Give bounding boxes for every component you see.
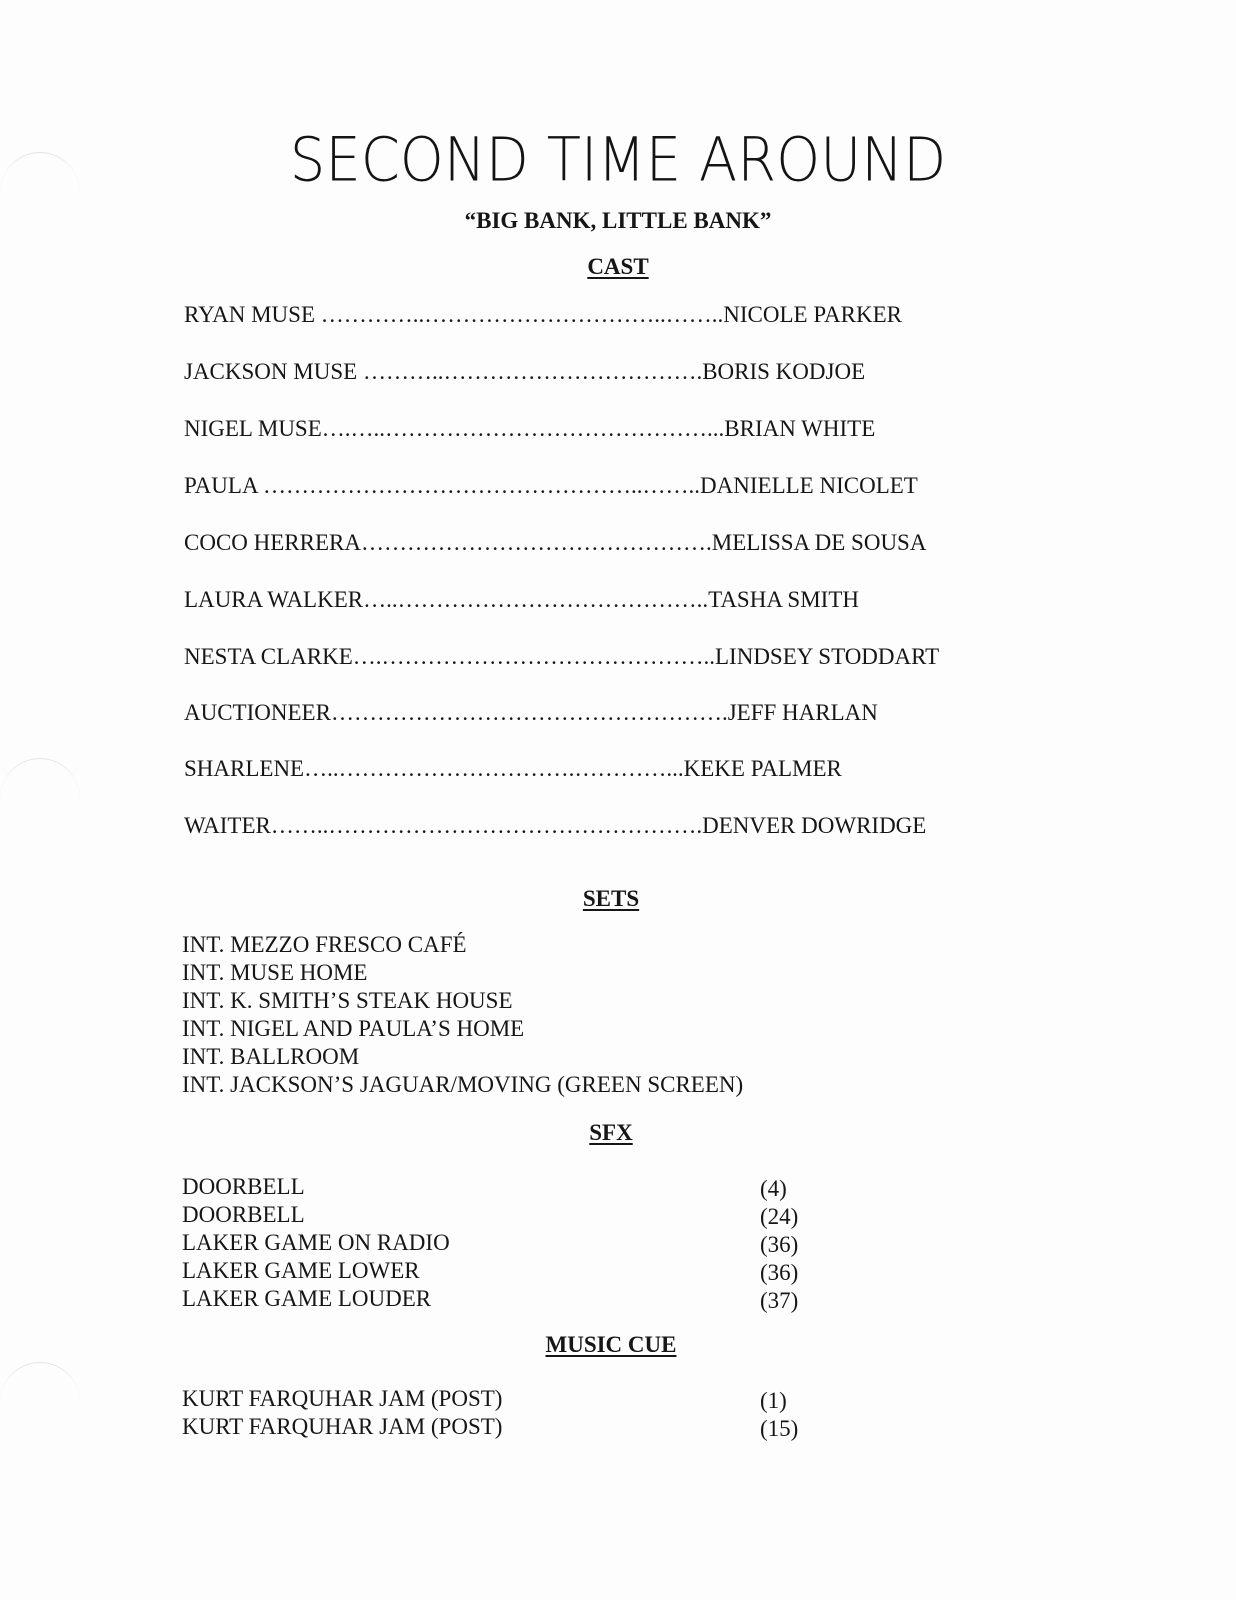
sfx-page: (24) [760, 1204, 799, 1229]
sfx-page: (36) [760, 1260, 799, 1285]
cast-role: WAITER [184, 813, 271, 838]
set-item: INT. MUSE HOME [182, 960, 368, 985]
set-item: INT. BALLROOM [182, 1044, 360, 1069]
leader-dots: ….…..……………………………………... [321, 416, 725, 441]
cast-row [184, 813, 926, 839]
cast-actor: DENVER DOWRIDGE [702, 813, 927, 838]
leader-dots: ……..…………………………………………. [270, 813, 703, 838]
sfx-item: LAKER GAME LOUDER [182, 1286, 432, 1311]
sets-heading: SETS [582, 886, 640, 911]
cast-role: JACKSON MUSE [184, 359, 363, 384]
cast-row [184, 644, 939, 670]
cast-row [184, 530, 926, 556]
cast-actor: KEKE PALMER [683, 756, 842, 781]
episode-title: “BIG BANK, LITTLE BANK” [464, 208, 772, 233]
show-title: SECOND TIME AROUND [289, 125, 947, 196]
cast-actor: LINDSEY STODDART [715, 644, 940, 669]
cast-actor: BRIAN WHITE [724, 416, 876, 441]
music-cue-heading: MUSIC CUE [545, 1332, 677, 1357]
cast-actor: BORIS KODJOE [702, 359, 866, 384]
leader-dots: …………………………………………..…….. [263, 473, 701, 498]
sfx-item: DOORBELL [182, 1202, 305, 1227]
sfx-page: (4) [760, 1176, 787, 1201]
cast-actor: DANIELLE NICOLET [700, 473, 918, 498]
sfx-page: (37) [760, 1288, 799, 1313]
cast-row [184, 416, 875, 442]
set-item: INT. MEZZO FRESCO CAFÉ [182, 932, 467, 957]
cast-role: COCO HERRERA [184, 530, 361, 555]
leader-dots: ………………………………………. [361, 530, 712, 555]
sfx-heading: SFX [589, 1120, 633, 1145]
leader-dots: …..………………………………….. [363, 587, 709, 612]
sfx-item: LAKER GAME ON RADIO [182, 1230, 450, 1255]
cast-role: LAURA WALKER [184, 587, 364, 612]
cast-role: AUCTIONEER [184, 700, 331, 725]
leader-dots: …………..…………………………..…….. [320, 302, 724, 327]
set-item: INT. K. SMITH’S STEAK HOUSE [182, 988, 513, 1013]
leader-dots: …..………………………….…………... [304, 756, 684, 781]
cast-role: PAULA [184, 473, 264, 498]
cast-row [184, 587, 859, 613]
punch-hole-mark [0, 1362, 80, 1403]
cast-role: NESTA CLARKE [184, 644, 353, 669]
cast-role: NIGEL MUSE [184, 416, 322, 441]
punch-hole-mark [0, 758, 80, 799]
sfx-page: (36) [760, 1232, 799, 1257]
cast-row [184, 756, 842, 782]
cast-actor: TASHA SMITH [708, 587, 859, 612]
music-cue-item: KURT FARQUHAR JAM (POST) [182, 1386, 503, 1411]
sfx-item: DOORBELL [182, 1174, 305, 1199]
music-cue-item: KURT FARQUHAR JAM (POST) [182, 1414, 503, 1439]
set-item: INT. JACKSON’S JAGUAR/MOVING (GREEN SCREEN) [182, 1072, 744, 1097]
cast-row [184, 700, 878, 726]
cast-row [184, 302, 902, 328]
cast-actor: JEFF HARLAN [727, 700, 878, 725]
set-item: INT. NIGEL AND PAULA’S HOME [182, 1016, 525, 1041]
music-cue-page: (15) [760, 1416, 799, 1441]
cast-actor: NICOLE PARKER [723, 302, 902, 327]
leader-dots: ………..……………………………. [362, 359, 703, 384]
leader-dots: ……………………………………………. [330, 700, 728, 725]
music-cue-page: (1) [760, 1388, 787, 1413]
cast-role: RYAN MUSE [184, 302, 321, 327]
leader-dots: ….…………………………………….. [352, 644, 715, 669]
cast-heading: CAST [587, 254, 649, 279]
cast-role: SHARLENE [184, 756, 305, 781]
sfx-item: LAKER GAME LOWER [182, 1258, 420, 1283]
cast-row [184, 359, 865, 385]
cast-actor: MELISSA DE SOUSA [711, 530, 927, 555]
cast-row [184, 473, 918, 499]
